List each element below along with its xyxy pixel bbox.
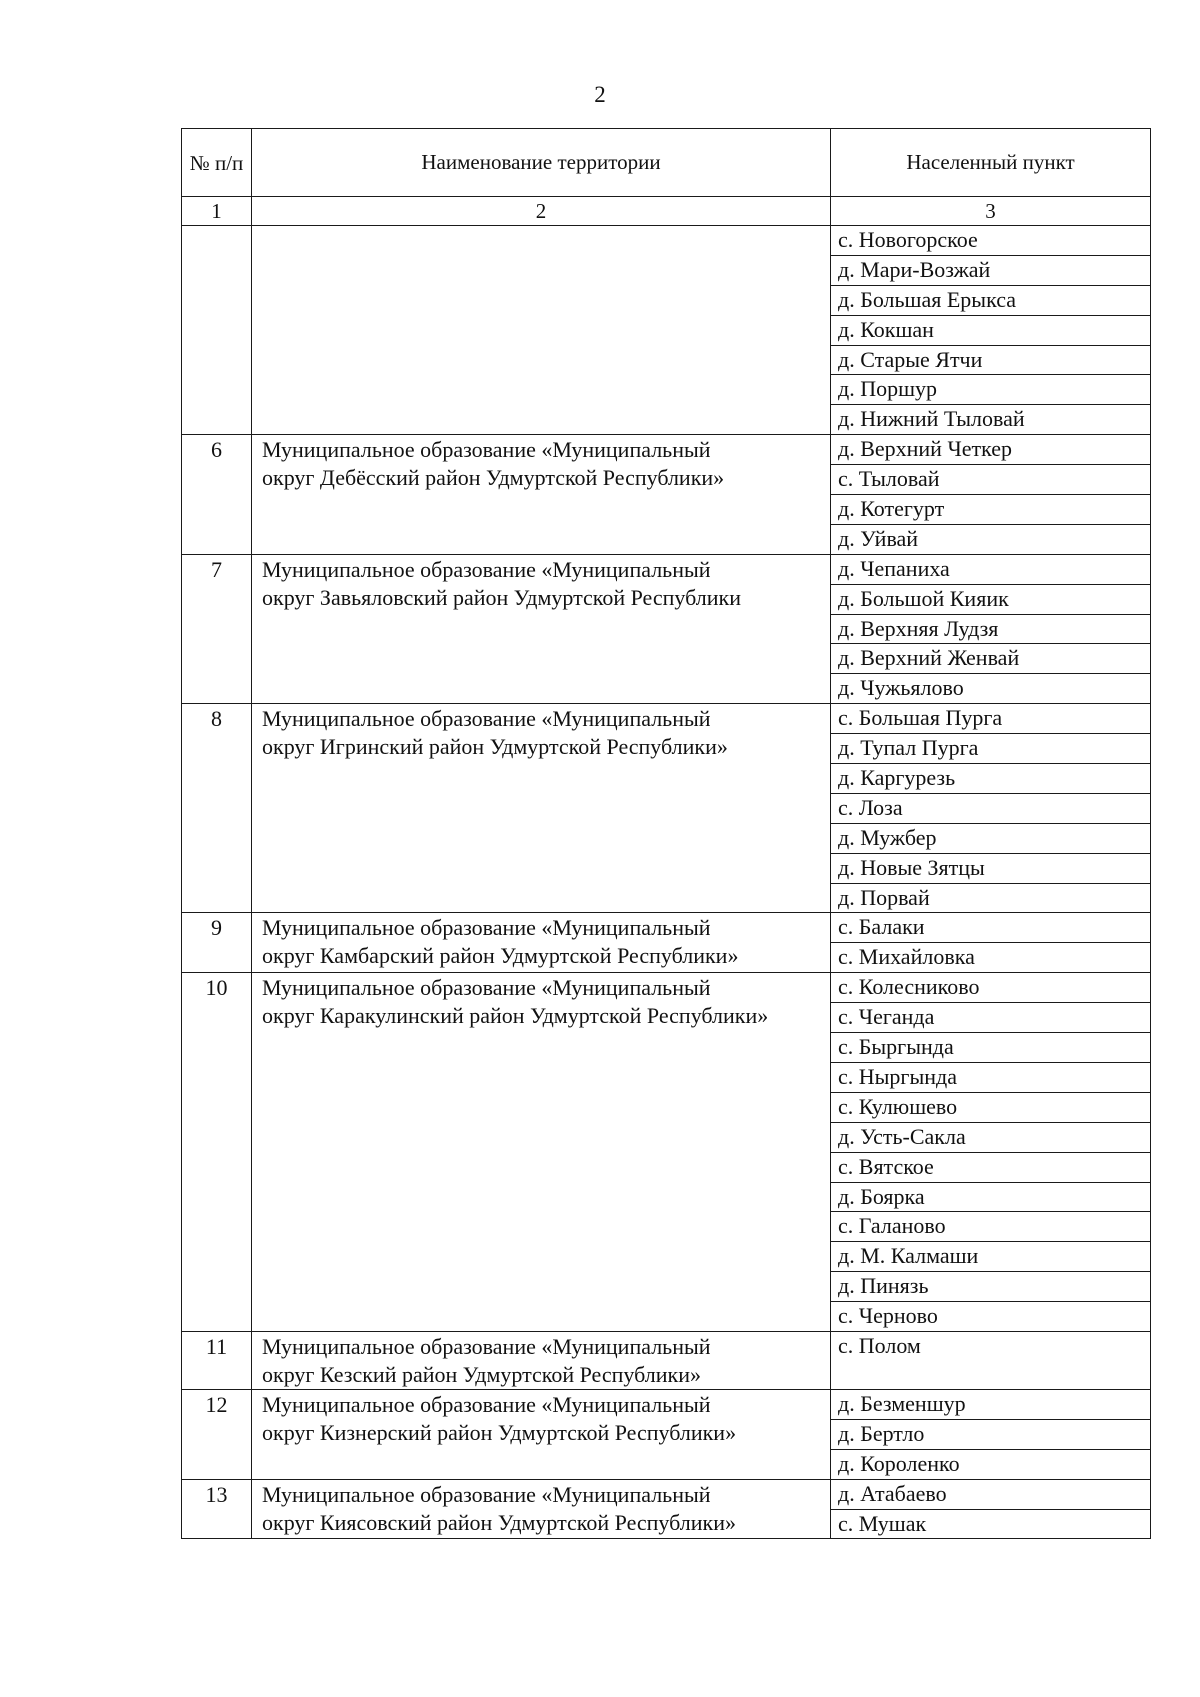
header-num: № п/п bbox=[182, 129, 252, 197]
settlement-cell: с. Полом bbox=[831, 1331, 1151, 1389]
settlement-cell: д. Чужьялово bbox=[831, 674, 1151, 704]
row-number: 7 bbox=[182, 554, 252, 703]
settlement-cell: с. Ныргында bbox=[831, 1062, 1151, 1092]
territory-name-line: округ Каракулинский район Удмуртской Республики» bbox=[262, 1003, 769, 1029]
settlement-cell: д. Котегурт bbox=[831, 495, 1151, 525]
header-name: Наименование территории bbox=[252, 129, 831, 197]
settlement-cell: д. Усть-Сакла bbox=[831, 1122, 1151, 1152]
settlement-cell: с. Новогорское bbox=[831, 226, 1151, 256]
table-body bbox=[182, 226, 1151, 1539]
row-number: 12 bbox=[182, 1389, 252, 1479]
settlement-cell: с. Мушак bbox=[831, 1509, 1151, 1539]
settlement-cell: с. Балаки bbox=[831, 913, 1151, 943]
table-row bbox=[182, 554, 1151, 584]
settlement-cell: д. Большой Кияик bbox=[831, 584, 1151, 614]
territory-name bbox=[252, 435, 831, 555]
settlement-cell: с. Колесниково bbox=[831, 973, 1151, 1003]
settlement-cell: д. Безменшур bbox=[831, 1389, 1151, 1419]
territory-name bbox=[252, 1479, 831, 1539]
territory-name-line: Муниципальное образование «Муниципальный bbox=[262, 706, 711, 732]
territory-name bbox=[252, 1331, 831, 1389]
territory-name-line: Муниципальное образование «Муниципальный bbox=[262, 1391, 711, 1417]
territory-name bbox=[252, 226, 831, 435]
territory-name-line: округ Завьяловский район Удмуртской Республики bbox=[262, 584, 741, 610]
table-row bbox=[182, 435, 1151, 465]
settlement-cell: д. М. Калмаши bbox=[831, 1242, 1151, 1272]
column-index: 1 bbox=[182, 197, 252, 226]
territory-name-line: Муниципальное образование «Муниципальный bbox=[262, 975, 711, 1001]
settlement-cell: д. Тупал Пурга bbox=[831, 734, 1151, 764]
row-number: 9 bbox=[182, 913, 252, 973]
settlement-cell: д. Атабаево bbox=[831, 1479, 1151, 1509]
table-row bbox=[182, 1331, 1151, 1389]
settlement-cell: с. Быргында bbox=[831, 1033, 1151, 1063]
settlement-cell: д. Чепаниха bbox=[831, 554, 1151, 584]
territory-name-line: округ Киясовский район Удмуртской Республики» bbox=[262, 1509, 736, 1535]
column-index: 3 bbox=[831, 197, 1151, 226]
row-number: 13 bbox=[182, 1479, 252, 1539]
settlement-cell: д. Каргурезь bbox=[831, 764, 1151, 794]
row-number bbox=[182, 226, 252, 435]
row-number: 6 bbox=[182, 435, 252, 555]
settlement-cell: с. Вятское bbox=[831, 1152, 1151, 1182]
territory-name-line: Муниципальное образование «Муниципальный bbox=[262, 915, 711, 941]
settlement-cell: д. Мужбер bbox=[831, 823, 1151, 853]
settlement-cell: д. Верхний Женвай bbox=[831, 644, 1151, 674]
territory-name bbox=[252, 1389, 831, 1479]
table-header-row bbox=[182, 129, 1151, 197]
page-number: 2 bbox=[594, 82, 606, 107]
table-row bbox=[182, 913, 1151, 943]
settlement-cell: д. Верхний Четкер bbox=[831, 435, 1151, 465]
territory-name bbox=[252, 554, 831, 703]
territory-name-line: округ Дебёсский район Удмуртской Республики» bbox=[262, 465, 725, 491]
territory-name bbox=[252, 704, 831, 913]
row-number: 10 bbox=[182, 973, 252, 1332]
table-row bbox=[182, 704, 1151, 734]
settlement-cell: д. Кокшан bbox=[831, 315, 1151, 345]
table-row bbox=[182, 1479, 1151, 1509]
settlement-cell: д. Мари-Возжай bbox=[831, 255, 1151, 285]
settlement-cell: д. Пинязь bbox=[831, 1272, 1151, 1302]
settlement-cell: с. Чеганда bbox=[831, 1003, 1151, 1033]
settlement-cell: д. Верхняя Лудзя bbox=[831, 614, 1151, 644]
table-row bbox=[182, 226, 1151, 256]
settlement-cell: с. Михайловка bbox=[831, 943, 1151, 973]
settlement-cell: д. Нижний Тыловай bbox=[831, 405, 1151, 435]
settlement-cell: с. Тыловай bbox=[831, 465, 1151, 495]
territory-name-line: округ Камбарский район Удмуртской Республики» bbox=[262, 943, 739, 969]
settlement-cell: д. Большая Ерыкса bbox=[831, 285, 1151, 315]
settlement-cell: д. Поршур bbox=[831, 375, 1151, 405]
row-number: 8 bbox=[182, 704, 252, 913]
table-row bbox=[182, 973, 1151, 1003]
settlement-cell: д. Новые Зятцы bbox=[831, 853, 1151, 883]
settlement-cell: д. Боярка bbox=[831, 1182, 1151, 1212]
row-number: 11 bbox=[182, 1331, 252, 1389]
territory-name-line: Муниципальное образование «Муниципальный bbox=[262, 1481, 711, 1507]
territory-name-line: Муниципальное образование «Муниципальный bbox=[262, 437, 711, 463]
settlement-cell: с. Черново bbox=[831, 1302, 1151, 1332]
settlement-cell: с. Кулюшево bbox=[831, 1092, 1151, 1122]
territory-name bbox=[252, 973, 831, 1332]
territory-name-line: округ Игринский район Удмуртской Республики» bbox=[262, 734, 728, 760]
settlement-cell: с. Лоза bbox=[831, 793, 1151, 823]
settlement-cell: с. Галаново bbox=[831, 1212, 1151, 1242]
territory-name-line: округ Кизнерский район Удмуртской Республики» bbox=[262, 1419, 737, 1445]
settlements-table bbox=[181, 128, 1151, 1539]
territory-name-line: Муниципальное образование «Муниципальный bbox=[262, 556, 711, 582]
settlement-cell: д. Старые Ятчи bbox=[831, 345, 1151, 375]
territory-name-line: округ Кезский район Удмуртской Республики» bbox=[262, 1361, 701, 1387]
column-index: 2 bbox=[252, 197, 831, 226]
territory-name bbox=[252, 913, 831, 973]
table-row bbox=[182, 1389, 1151, 1419]
settlement-cell: д. Бертло bbox=[831, 1419, 1151, 1449]
column-index-row bbox=[182, 197, 1151, 226]
header-settlement: Населенный пункт bbox=[831, 129, 1151, 197]
settlement-cell: д. Порвай bbox=[831, 883, 1151, 913]
settlement-cell: с. Большая Пурга bbox=[831, 704, 1151, 734]
settlement-cell: д. Уйвай bbox=[831, 524, 1151, 554]
territory-name-line: Муниципальное образование «Муниципальный bbox=[262, 1333, 711, 1359]
settlement-cell: д. Короленко bbox=[831, 1449, 1151, 1479]
